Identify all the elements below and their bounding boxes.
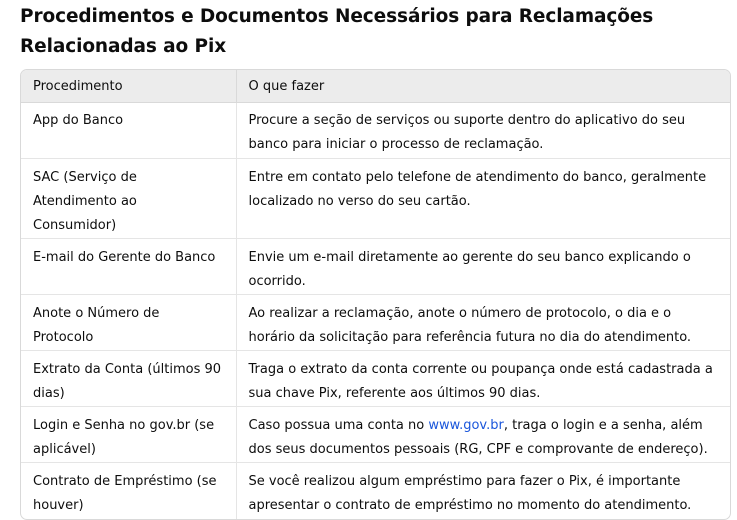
procedure-cell: E-mail do Gerente do Banco <box>21 239 236 295</box>
table-body <box>21 103 730 519</box>
action-cell: Ao realizar a reclamação, anote o número de protocolo, o dia e o horário da solicitação para referência futura no dia do atendimento. <box>236 295 730 351</box>
table-row <box>21 295 730 351</box>
table-row <box>21 407 730 463</box>
action-cell: Se você realizou algum empréstimo para fazer o Pix, é importante apresentar o contrato de empréstimo no momento do atendimento. <box>236 463 730 519</box>
table-row <box>21 351 730 407</box>
action-cell: Envie um e-mail diretamente ao gerente do seu banco explicando o ocorrido. <box>236 239 730 295</box>
page-title: Procedimentos e Documentos Necessários para Reclamações Relacionadas ao Pix <box>20 6 654 57</box>
action-cell <box>236 407 730 463</box>
table-row <box>21 159 730 239</box>
table-header-row <box>21 70 730 103</box>
action-text-before-link: Caso possua uma conta no <box>248 418 429 433</box>
action-cell: Traga o extrato da conta corrente ou poupança onde está cadastrada a sua chave Pix, referente aos últimos 90 dias. <box>236 351 730 407</box>
procedure-cell: Anote o Número de Protocolo <box>21 295 236 351</box>
table-row <box>21 463 730 519</box>
procedure-cell: SAC (Serviço de Atendimento ao Consumidor) <box>21 159 236 239</box>
action-cell: Procure a seção de serviços ou suporte dentro do aplicativo do seu banco para iniciar o processo de reclamação. <box>236 103 730 159</box>
procedure-cell: App do Banco <box>33 113 124 128</box>
table-row <box>21 103 730 159</box>
table-row <box>21 239 730 295</box>
action-cell: Entre em contato pelo telefone de atendimento do banco, geralmente localizado no verso do seu cartão. <box>236 159 730 239</box>
column-header-procedure: Procedimento <box>21 70 236 103</box>
procedure-cell: Login e Senha no gov.br (se aplicável) <box>21 407 236 463</box>
column-header-action: O que fazer <box>236 70 730 103</box>
table-header <box>21 70 730 103</box>
procedure-cell: Extrato da Conta (últimos 90 dias) <box>21 351 236 407</box>
procedure-cell: Contrato de Empréstimo (se houver) <box>21 463 236 519</box>
procedures-table <box>20 69 731 520</box>
gov-br-link[interactable]: www.gov.br <box>428 418 504 433</box>
action-text-after-link: , traga o login e a senha, além dos seus documentos pessoais (RG, CPF e comprovante de endereço). <box>248 418 708 457</box>
